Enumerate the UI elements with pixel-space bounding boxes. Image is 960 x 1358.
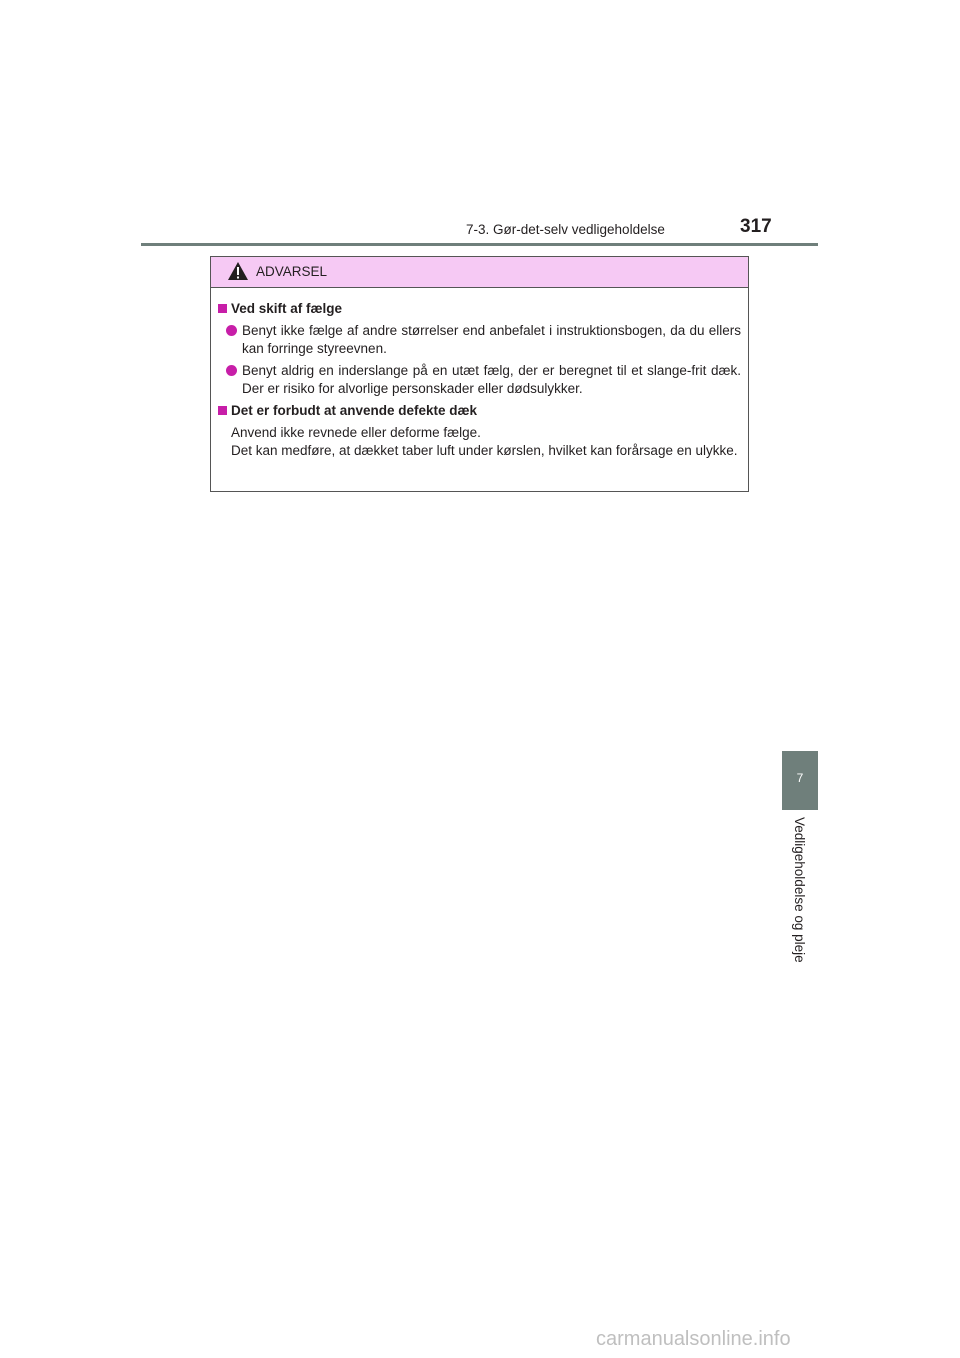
- section-heading: 7-3. Gør-det-selv vedligeholdelse: [466, 222, 665, 237]
- warning-section-rims: [211, 300, 748, 398]
- round-bullet-icon: [226, 325, 237, 336]
- warning-title: ADVARSEL: [256, 264, 328, 279]
- warning-box: [210, 256, 749, 492]
- header-divider: [141, 243, 818, 246]
- chapter-tab: [782, 751, 818, 810]
- warning-header: [211, 257, 748, 288]
- section-title: Det er forbudt at anvende defekte dæk: [211, 402, 748, 420]
- watermark: carmanualsonline.info: [596, 1328, 791, 1350]
- list-item: Benyt ikke fælge af andre størrelser end anbefalet i instruktionsbogen, da du ellers kan forringe styreevnen.: [211, 322, 748, 358]
- round-bullet-icon: [226, 365, 237, 376]
- section-title: Ved skift af fælge: [211, 300, 748, 318]
- chapter-number: 7: [796, 771, 804, 785]
- square-bullet-icon: [218, 406, 227, 415]
- page-number: 317: [740, 216, 772, 237]
- warning-triangle-icon: [227, 261, 249, 281]
- chapter-label: Vedligeholdelse og pleje: [792, 817, 807, 963]
- warning-section-defective-tires: [211, 402, 748, 460]
- list-item: Benyt aldrig en inderslange på en utæt fælg, der er beregnet til et slange-frit dæk. Der er risiko for alvorlige personskader eller dødsulykker.: [211, 362, 748, 398]
- paragraph: Anvend ikke revnede eller deforme fælge. Det kan medføre, at dækket taber luft under kørslen, hvilket kan forårsage en ulykke.: [231, 425, 738, 458]
- square-bullet-icon: [218, 304, 227, 313]
- warning-body: [211, 287, 748, 460]
